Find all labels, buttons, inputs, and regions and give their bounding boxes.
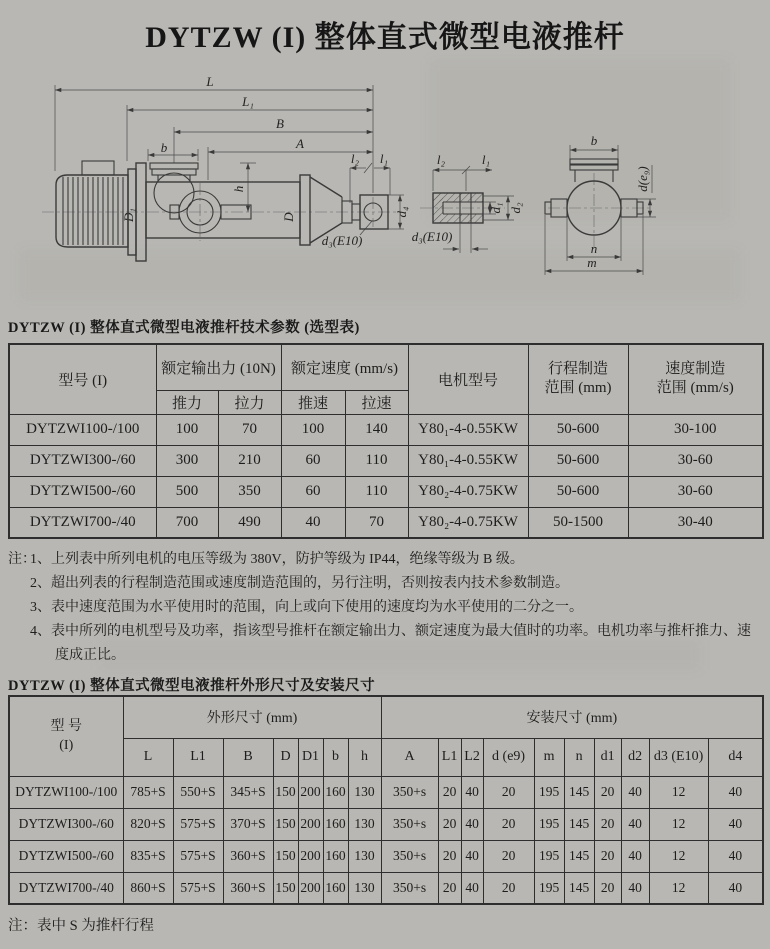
table-row <box>9 776 763 808</box>
column-header-rated-output: 额定输出力 (10N) <box>156 344 281 390</box>
table-cell: 110 <box>345 445 408 476</box>
column-header-pull-speed: 拉速 <box>345 390 408 414</box>
table-cell: 210 <box>218 445 281 476</box>
column-header-stroke-range <box>528 344 628 414</box>
dim-label-fork-d2: d₂ <box>508 202 523 214</box>
table-cell: 160 <box>323 808 348 840</box>
dim-label-L: L <box>206 75 214 89</box>
table-cell: 100 <box>281 414 345 445</box>
table-cell: 70 <box>218 414 281 445</box>
table-cell: 700 <box>156 507 218 538</box>
table-cell: 150 <box>273 840 298 872</box>
table-cell: 12 <box>649 872 708 904</box>
table-cell: 50-1500 <box>528 507 628 538</box>
column-header: m <box>534 738 564 776</box>
fork-detail-view <box>412 152 523 253</box>
note-item: 3、表中速度范围为水平使用时的范围，向上或向下使用的速度均为水平使用的二分之一。 <box>30 600 583 615</box>
table-cell: 150 <box>273 872 298 904</box>
notes-label: 注： <box>8 552 36 567</box>
table-cell: 200 <box>298 840 323 872</box>
column-header: D <box>273 738 298 776</box>
table-cell: DYTZWI300-/60 <box>9 808 123 840</box>
table-cell: 40 <box>281 507 345 538</box>
table-cell: 490 <box>218 507 281 538</box>
table-cell: 20 <box>594 808 621 840</box>
table-header-row <box>9 344 763 390</box>
table-cell: 145 <box>564 776 594 808</box>
table-cell: 20 <box>483 872 534 904</box>
dim-label-h: h <box>231 185 246 193</box>
table-cell: 200 <box>298 776 323 808</box>
table-cell: 145 <box>564 840 594 872</box>
dim-label-L1: L₁ <box>242 94 254 109</box>
table-cell: 130 <box>348 840 381 872</box>
table-cell: 500 <box>156 476 218 507</box>
table-cell: 40 <box>708 808 763 840</box>
table-cell: 20 <box>438 808 461 840</box>
table-cell: 350+s <box>381 840 438 872</box>
table2-heading: DYTZW (I) 整体直式微型电液推杆外形尺寸及安装尺寸 <box>8 678 376 694</box>
table-subheader-row <box>9 738 763 776</box>
table-cell: 20 <box>594 776 621 808</box>
table-cell: 160 <box>323 872 348 904</box>
table-cell: 40 <box>461 840 483 872</box>
table-cell: 50-600 <box>528 414 628 445</box>
table-cell: 195 <box>534 808 564 840</box>
page-title: DYTZW (I) 整体直式微型电液推杆 <box>145 21 625 54</box>
table-cell: DYTZWI300-/60 <box>9 445 156 476</box>
table-cell: Y80₁-4-0.55KW <box>408 445 528 476</box>
column-header: L <box>123 738 173 776</box>
table-cell: Y80₂-4-0.75KW <box>408 476 528 507</box>
column-header: D1 <box>298 738 323 776</box>
table-cell: 345+S <box>223 776 273 808</box>
table-cell: Y80₁-4-0.55KW <box>408 414 528 445</box>
column-header-pull-force: 拉力 <box>218 390 281 414</box>
table-row <box>9 445 763 476</box>
table-cell: 110 <box>345 476 408 507</box>
table-cell: 20 <box>438 776 461 808</box>
column-header: n <box>564 738 594 776</box>
column-header: L1 <box>173 738 223 776</box>
column-group-outline-dims: 外形尺寸 (mm) <box>123 696 381 738</box>
table-row <box>9 872 763 904</box>
column-header-push-speed: 推速 <box>281 390 345 414</box>
dim-label-l1: l₁ <box>379 151 389 166</box>
table-cell: 20 <box>483 840 534 872</box>
dim-label-fork-d1: d₁ <box>488 202 503 214</box>
column-header-line: 型 号 <box>50 719 82 735</box>
table-cell: 350+s <box>381 776 438 808</box>
table-cell: 145 <box>564 808 594 840</box>
note-item: 2、超出列表的行程制造范围或速度制造范围的，另行注明，否则按表内技术参数制造。 <box>30 576 569 591</box>
table-cell: 575+S <box>173 808 223 840</box>
dim-label-fork-l2: l₂ <box>436 152 446 167</box>
table-cell: 130 <box>348 776 381 808</box>
column-header: B <box>223 738 273 776</box>
column-header-speed-range <box>628 344 763 414</box>
column-header-line: 范围 (mm) <box>544 380 612 397</box>
note-item: 4、表中所列的电机型号及功率，指该型号推杆在额定输出力、额定速度为最大值时的功率。电机功率与推杆推力、速度成正比。 <box>30 624 751 663</box>
table-cell: 12 <box>649 808 708 840</box>
column-header: h <box>348 738 381 776</box>
column-header: b <box>323 738 348 776</box>
table-cell: 195 <box>534 840 564 872</box>
table-cell: 40 <box>708 776 763 808</box>
table-cell: DYTZWI100-/100 <box>9 414 156 445</box>
table-cell: 195 <box>534 776 564 808</box>
table-cell: 350 <box>218 476 281 507</box>
table-row <box>9 840 763 872</box>
table-cell: 200 <box>298 808 323 840</box>
dim-label-d4: d₄ <box>394 206 409 218</box>
table-cell: 820+S <box>123 808 173 840</box>
table-cell: DYTZWI700-/40 <box>9 872 123 904</box>
table-cell: 40 <box>461 872 483 904</box>
table-row <box>9 476 763 507</box>
column-header-rated-speed: 额定速度 (mm/s) <box>281 344 408 390</box>
table-cell: 370+S <box>223 808 273 840</box>
table-cell: 150 <box>273 808 298 840</box>
table-cell: 40 <box>621 808 649 840</box>
table-cell: 40 <box>621 840 649 872</box>
dim-label-de9: d(e₉) <box>635 166 650 192</box>
table-cell: 20 <box>483 808 534 840</box>
table-cell: DYTZWI500-/60 <box>9 840 123 872</box>
table-cell: 575+S <box>173 840 223 872</box>
column-header-line: 范围 (mm/s) <box>656 380 734 397</box>
table-cell: 350+s <box>381 808 438 840</box>
table-cell: 20 <box>594 840 621 872</box>
dim-label-fork-l1: l₁ <box>481 152 491 167</box>
table-cell: 860+S <box>123 872 173 904</box>
column-header-line: 行程制造 <box>548 361 609 378</box>
dim-label-D1: D₁ <box>121 208 136 222</box>
table-cell: 20 <box>483 776 534 808</box>
table-cell: 20 <box>438 872 461 904</box>
column-header-model <box>9 696 123 776</box>
tech-params-table <box>8 343 764 539</box>
table-cell: 360+S <box>223 840 273 872</box>
table-cell: 30-40 <box>628 507 763 538</box>
table-cell: 60 <box>281 445 345 476</box>
column-header: A <box>381 738 438 776</box>
table-cell: 130 <box>348 872 381 904</box>
notes-block <box>8 548 760 668</box>
table-cell: 70 <box>345 507 408 538</box>
column-header-line: (I) <box>59 738 74 754</box>
column-header: d3 (E10) <box>649 738 708 776</box>
table-cell: 130 <box>348 808 381 840</box>
table-cell: 40 <box>708 840 763 872</box>
dim-label-fork-d3: d₃(E10) <box>411 229 453 244</box>
table-cell: 140 <box>345 414 408 445</box>
dim-label-l2: l₂ <box>350 151 360 166</box>
column-header: d4 <box>708 738 763 776</box>
table-cell: 50-600 <box>528 445 628 476</box>
table-cell: 145 <box>564 872 594 904</box>
technical-drawing <box>0 75 770 315</box>
note-item: 1、上列表中所列电机的电压等级为 380V，防护等级为 IP44，绝缘等级为 B 级。 <box>30 552 524 567</box>
table-cell: 150 <box>273 776 298 808</box>
table-cell: 360+S <box>223 872 273 904</box>
column-header-model: 型号 (I) <box>9 344 156 414</box>
table-cell: 40 <box>461 776 483 808</box>
table-cell: 30-60 <box>628 445 763 476</box>
column-header-push-force: 推力 <box>156 390 218 414</box>
table-cell: 40 <box>621 872 649 904</box>
end-view <box>545 133 656 275</box>
dim-label-n: n <box>590 241 598 256</box>
table-cell: 60 <box>281 476 345 507</box>
dim-label-end-b: b <box>590 133 598 148</box>
table-cell: 12 <box>649 776 708 808</box>
column-header: d (e9) <box>483 738 534 776</box>
table-row <box>9 808 763 840</box>
table-header-row <box>9 696 763 738</box>
table-cell: DYTZWI100-/100 <box>9 776 123 808</box>
table-cell: 40 <box>461 808 483 840</box>
column-header: L2 <box>461 738 483 776</box>
table-cell: 350+s <box>381 872 438 904</box>
table-cell: 785+S <box>123 776 173 808</box>
table-cell: 30-100 <box>628 414 763 445</box>
table-row <box>9 414 763 445</box>
table-cell: 160 <box>323 840 348 872</box>
table-cell: Y80₂-4-0.75KW <box>408 507 528 538</box>
column-header: d2 <box>621 738 649 776</box>
table-cell: 20 <box>438 840 461 872</box>
table-cell: DYTZWI700-/40 <box>9 507 156 538</box>
table-cell: 40 <box>708 872 763 904</box>
dim-label-A: A <box>296 136 304 151</box>
dimensions-table <box>8 695 764 905</box>
dim-label-m: m <box>587 255 597 270</box>
dim-label-D: D <box>281 212 296 222</box>
table-cell: 30-60 <box>628 476 763 507</box>
dim-label-B: B <box>276 116 284 131</box>
table-cell: 835+S <box>123 840 173 872</box>
table-cell: 300 <box>156 445 218 476</box>
table-cell: 160 <box>323 776 348 808</box>
table-cell: 40 <box>621 776 649 808</box>
table-cell: 20 <box>594 872 621 904</box>
table1-heading: DYTZW (I) 整体直式微型电液推杆技术参数 (选型表) <box>8 320 360 336</box>
table-cell: 575+S <box>173 872 223 904</box>
table-row <box>9 507 763 538</box>
column-group-install-dims: 安装尺寸 (mm) <box>381 696 763 738</box>
column-header: L1 <box>438 738 461 776</box>
column-header: d1 <box>594 738 621 776</box>
table-cell: 100 <box>156 414 218 445</box>
table-cell: DYTZWI500-/60 <box>9 476 156 507</box>
dim-label-b: b <box>160 140 168 155</box>
table-cell: 50-600 <box>528 476 628 507</box>
column-header-line: 速度制造 <box>665 361 726 378</box>
footer-note: 注：表中 S 为推杆行程 <box>8 918 154 934</box>
table-cell: 550+S <box>173 776 223 808</box>
table-cell: 200 <box>298 872 323 904</box>
column-header-motor: 电机型号 <box>408 344 528 414</box>
dim-label-d3: d₃(E10) <box>321 233 363 248</box>
table-cell: 195 <box>534 872 564 904</box>
table-cell: 12 <box>649 840 708 872</box>
